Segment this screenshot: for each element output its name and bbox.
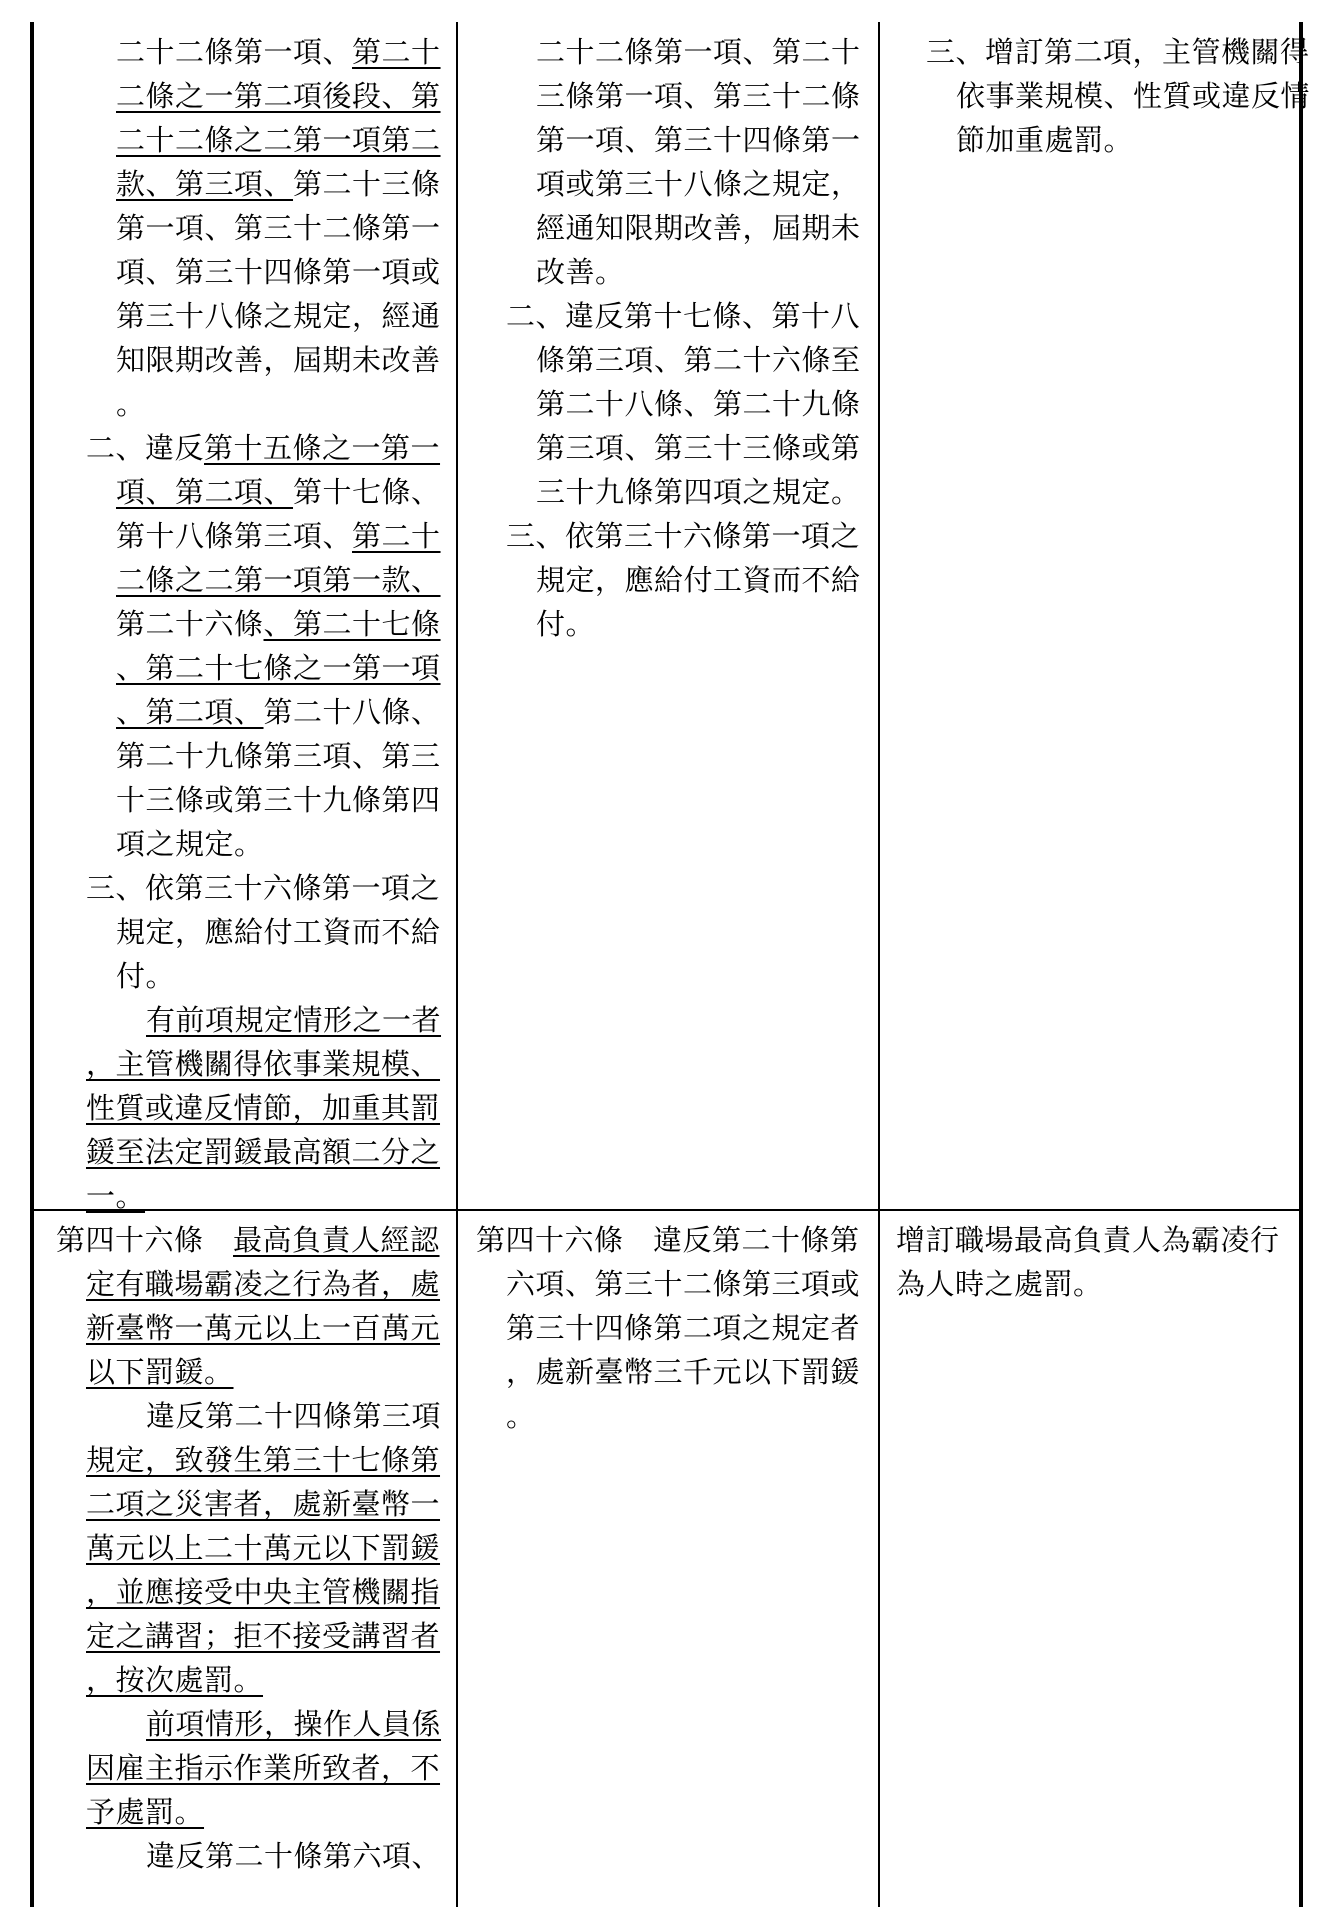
amended-underlined-text: 二十二條之二第一項第二 [116,123,441,157]
amended-underlined-text: 前項情形，操作人員係 [146,1707,442,1741]
text-line [476,470,861,514]
text-line [56,1174,441,1218]
amended-underlined-text: ，並應接受中央主管機關指 [86,1575,441,1609]
text-line [476,1262,860,1306]
text-line [56,250,441,294]
amended-underlined-text: 以下罰鍰。 [86,1355,234,1389]
text-segment: 項或第三十八條之規定， [536,167,861,201]
text-line [56,74,441,118]
text-line [56,1130,441,1174]
text-line [476,558,861,602]
text-segment: 二十二條第一項、第二十 [536,35,861,69]
text-line [56,338,441,382]
text-line [476,514,861,558]
amended-underlined-text: 一。 [86,1179,146,1213]
text-line [56,1570,441,1614]
text-segment: 三十九條第四項之規定。 [536,475,861,509]
text-segment: 規定，應給付工資而不給 [116,915,441,949]
text-segment: 。 [506,1399,536,1433]
text-segment: 第二十六條 [116,607,264,641]
text-segment: 第三十四條第二項之規定者 [506,1311,861,1345]
text-segment: ，處新臺幣三千元以下罰鍰 [506,1355,861,1389]
text-line [56,1218,441,1262]
text-segment: 。 [116,387,146,421]
text-segment: 三條第一項、第三十二條 [536,79,861,113]
text-segment: 付。 [116,959,176,993]
amended-underlined-text: 項、第二項、 [116,475,294,509]
text-line [476,602,861,646]
amended-underlined-text: 、第二項、 [116,695,264,729]
amended-underlined-text: 定之講習；拒不接受講習者 [86,1619,441,1653]
text-segment: 三、依第三十六條第一項之 [506,519,861,553]
amended-underlined-text: 第十五條之一第一 [204,431,441,465]
amended-underlined-text: 定有職場霸凌之行為者，處 [86,1267,441,1301]
text-line [56,602,441,646]
text-line [476,162,861,206]
text-line [896,30,1310,74]
text-line [896,74,1310,118]
text-line [56,1262,441,1306]
text-line [476,382,861,426]
amended-underlined-text: 最高負責人經認 [233,1223,440,1257]
text-line [896,1262,1280,1306]
text-segment: 違反第二十條第六項、 [146,1839,442,1873]
text-segment: 第十七條、 [293,475,441,509]
text-line [56,1702,441,1746]
text-line [56,30,441,74]
text-line [476,206,861,250]
text-line [476,1306,860,1350]
amended-text-cell-2 [56,1218,441,1878]
text-segment: 第二十八條、第二十九條 [536,387,861,421]
amended-underlined-text: 二條之一第二項後段、第 [116,79,441,113]
text-segment: 增訂職場最高負責人為霸凌行 [896,1223,1280,1257]
current-text-cell-1 [476,30,861,646]
text-line [56,1394,441,1438]
text-segment: 規定，應給付工資而不給 [536,563,861,597]
text-line [56,778,441,822]
text-line [56,1438,441,1482]
text-line [56,734,441,778]
text-line [476,74,861,118]
text-line [56,690,441,734]
amended-underlined-text: 因雇主指示作業所致者，不 [86,1751,441,1785]
text-segment: 三、依第三十六條第一項之 [86,871,441,905]
text-line [56,954,441,998]
text-segment: 第二十九條第三項、第三 [116,739,441,773]
text-segment: 第三十八條之規定，經通 [116,299,441,333]
text-segment: 二十二條第一項、 [116,35,353,69]
text-line [476,338,861,382]
text-segment: 違反第二十四條第三項 [146,1399,442,1433]
text-line [56,1746,441,1790]
reason-text-cell-1 [896,30,1310,162]
column-divider-2 [878,22,880,1907]
amended-underlined-text: 、第二十七條之一第一項 [116,651,441,685]
amended-underlined-text: 、第二十七條 [263,607,441,641]
text-line [56,1790,441,1834]
text-line [56,162,441,206]
text-line [56,1086,441,1130]
text-segment: 第三項、第三十三條或第 [536,431,861,465]
amended-underlined-text: 二項之災害者，處新臺幣一 [86,1487,441,1521]
text-line [56,1658,441,1702]
text-line [56,1834,441,1878]
text-segment: 第一項、第三十二條第一 [116,211,441,245]
text-line [476,294,861,338]
text-line [476,426,861,470]
text-line [56,206,441,250]
text-segment: 六項、第三十二條第三項或 [506,1267,861,1301]
text-line [476,1218,860,1262]
text-line [56,998,441,1042]
text-segment: 項、第三十四條第一項或 [116,255,441,289]
text-line [56,558,441,602]
text-line [56,822,441,866]
table-border-right [1299,22,1303,1907]
text-line [56,866,441,910]
amended-underlined-text: ，按次處罰。 [86,1663,264,1697]
text-segment: 條第三項、第二十六條至 [536,343,861,377]
text-segment: 第四十六條 違反第二十條第 [476,1223,860,1257]
text-line [896,1218,1280,1262]
amended-underlined-text: 新臺幣一萬元以上一百萬元 [86,1311,441,1345]
amended-underlined-text: 規定，致發生第三十七條第 [86,1443,441,1477]
text-line [56,1482,441,1526]
amended-underlined-text: 二條之二第一項第一款、 [116,563,441,597]
text-line [476,1350,860,1394]
text-segment: 第一項、第三十四條第一 [536,123,861,157]
amended-underlined-text: 第二十 [352,519,441,553]
text-line [476,30,861,74]
text-line [56,514,441,558]
amended-text-cell-1 [56,30,441,1218]
text-segment: 三、增訂第二項，主管機關得 [926,35,1310,69]
table-border-left [30,22,34,1907]
text-line [56,1350,441,1394]
text-line [56,1042,441,1086]
text-segment: 節加重處罰。 [956,123,1134,157]
current-text-cell-2 [476,1218,860,1438]
text-line [56,470,441,514]
text-segment: 第二十八條、 [263,695,441,729]
text-segment: 為人時之處罰。 [896,1267,1103,1301]
text-line [56,294,441,338]
reason-text-cell-2 [896,1218,1280,1306]
text-segment: 項之規定。 [116,827,264,861]
text-segment: 二、違反第十七條、第十八 [506,299,861,333]
column-divider-1 [456,22,458,1907]
text-line [56,646,441,690]
text-line [56,910,441,954]
text-segment: 付。 [536,607,596,641]
text-segment: 依事業規模、性質或違反情 [956,79,1311,113]
amended-underlined-text: 予處罰。 [86,1795,205,1829]
text-segment: 經通知限期改善，屆期未 [536,211,861,245]
amended-underlined-text: 性質或違反情節，加重其罰 [86,1091,441,1125]
text-line [476,118,861,162]
text-segment: 改善。 [536,255,625,289]
text-segment: 第十八條第三項、 [116,519,353,553]
text-line [56,118,441,162]
amended-underlined-text: 萬元以上二十萬元以下罰鍰 [86,1531,441,1565]
amended-underlined-text: 第二十 [352,35,441,69]
amended-underlined-text: ，主管機關得依事業規模、 [86,1047,441,1081]
text-line [56,426,441,470]
text-segment: 知限期改善，屆期未改善 [116,343,441,377]
text-line [896,118,1310,162]
text-line [56,1526,441,1570]
text-segment: 第二十三條 [293,167,441,201]
text-line [476,250,861,294]
amended-underlined-text: 款、第三項、 [116,167,294,201]
text-segment: 第四十六條 [56,1223,234,1257]
text-line [56,1306,441,1350]
amended-underlined-text: 有前項規定情形之一者 [146,1003,442,1037]
text-line [56,382,441,426]
text-line [56,1614,441,1658]
text-line [476,1394,860,1438]
amended-underlined-text: 鍰至法定罰鍰最高額二分之 [86,1135,441,1169]
text-segment: 十三條或第三十九條第四 [116,783,441,817]
text-segment: 二、違反 [86,431,205,465]
